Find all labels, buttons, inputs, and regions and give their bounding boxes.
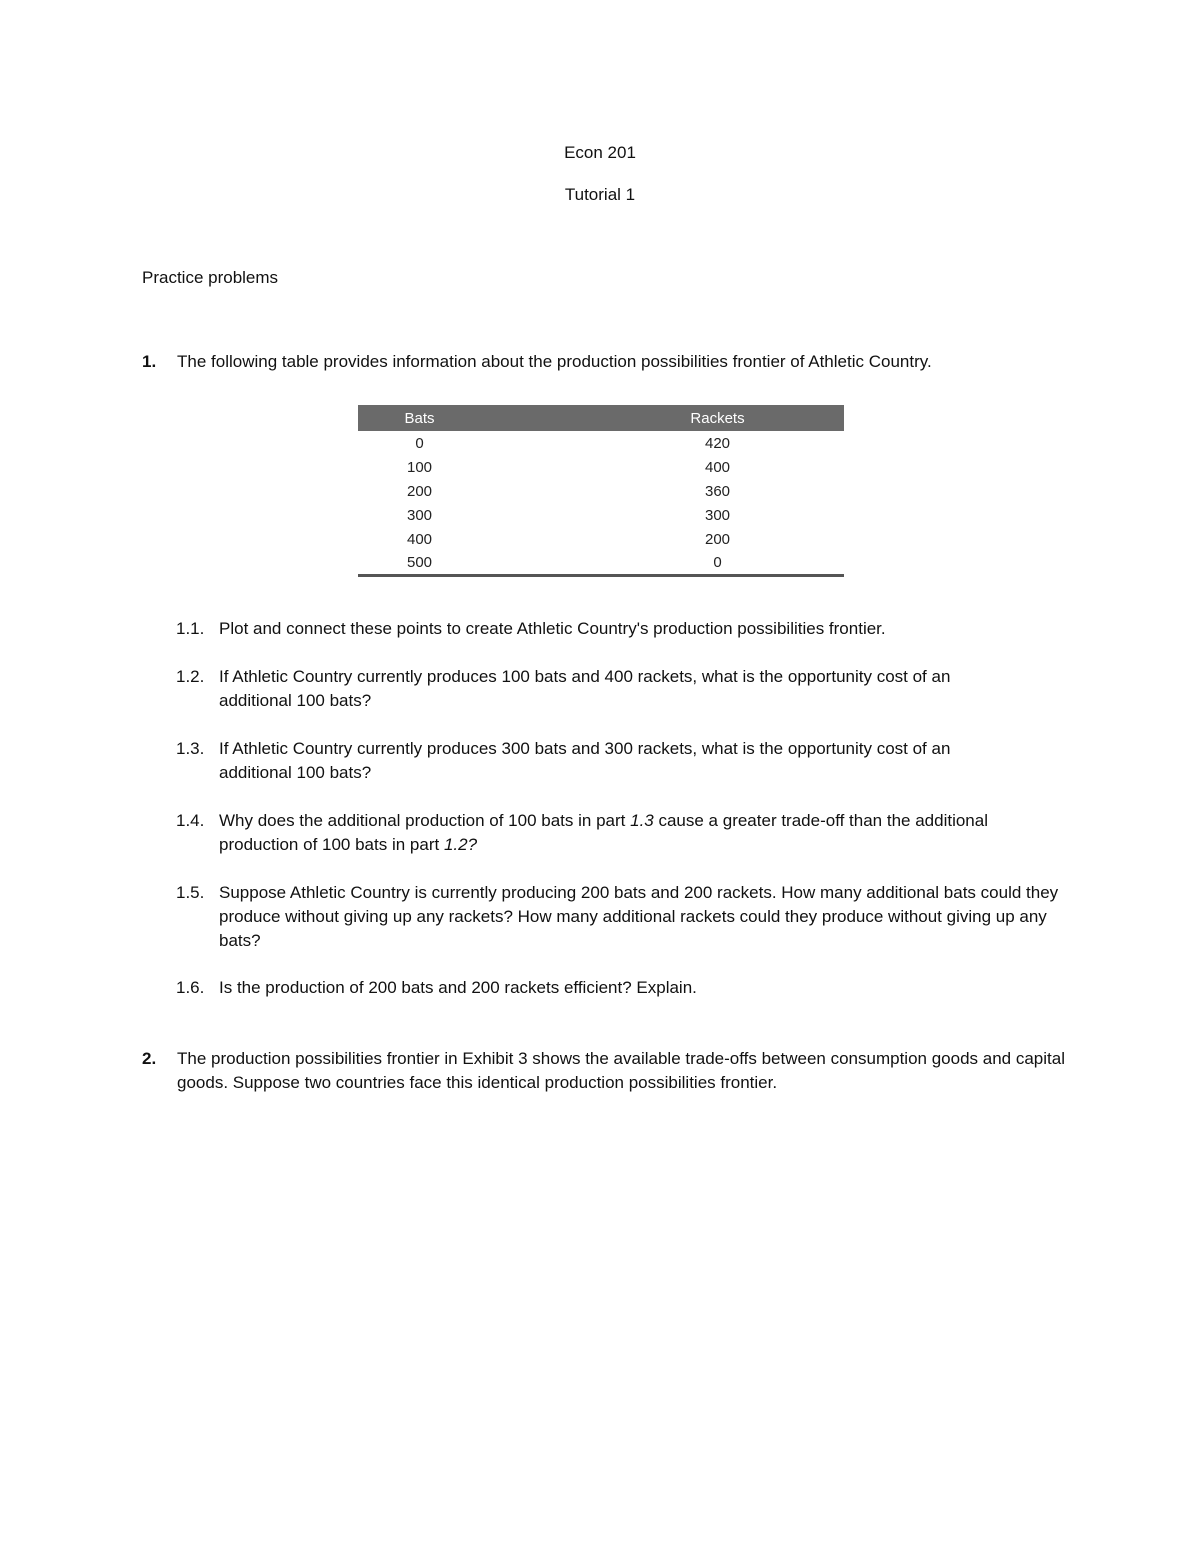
- table-cell-bats: 0: [415, 434, 424, 452]
- table-cell-bats: 500: [358, 551, 601, 575]
- table-cell-rackets: 300: [704, 506, 731, 524]
- subquestion-text: [219, 809, 1059, 857]
- question-1: [142, 350, 932, 374]
- table-row: [358, 455, 844, 479]
- table-row: [358, 527, 844, 551]
- table-row: [358, 503, 844, 527]
- subquestion-1-5: [176, 881, 1059, 953]
- table-cell-bats: 300: [406, 506, 433, 524]
- subquestion-1-1: [176, 617, 1059, 641]
- subquestion-number: 1.1.: [176, 619, 205, 638]
- subquestion-1-6: [176, 976, 1059, 1000]
- subquestion-1-4: [176, 809, 1059, 857]
- subquestion-text-part: Why does the additional production of 100 bats in part: [219, 811, 631, 830]
- table-cell-rackets: 0: [601, 551, 844, 575]
- subquestion-number: 1.3.: [176, 739, 205, 758]
- column-header-rackets: Rackets: [601, 405, 844, 431]
- subquestion-1-2: [176, 665, 1009, 713]
- table-header-row: [358, 405, 844, 431]
- course-title: Econ 201: [564, 143, 636, 162]
- section-heading: Practice problems: [142, 268, 279, 287]
- subquestion-number: 1.6.: [176, 978, 205, 997]
- subquestion-text: Plot and connect these points to create Athletic Country's production possibilities frontier.: [219, 619, 886, 638]
- subquestion-text-part: cause a greater trade-off than the additional production of 100 bats in part: [219, 811, 988, 854]
- table-cell-rackets: 360: [704, 482, 731, 500]
- subquestion-number: 1.4.: [176, 811, 205, 830]
- subquestion-text: Is the production of 200 bats and 200 rackets efficient? Explain.: [219, 978, 697, 997]
- table-row: [358, 479, 844, 503]
- subquestion-text: Suppose Athletic Country is currently producing 200 bats and 200 rackets. How many additional bats could they produce without giving up any rackets? How many additional rackets could they produce without giving up any bats?: [219, 883, 1059, 950]
- question-text: The following table provides information about the production possibilities frontier of Athletic Country.: [177, 352, 932, 371]
- subquestion-1-3: [176, 737, 1009, 785]
- ppf-table: [358, 405, 844, 577]
- question-number: 2.: [142, 1049, 157, 1068]
- subquestion-number: 1.5.: [176, 883, 205, 902]
- table-cell-rackets: 200: [704, 530, 731, 548]
- subquestion-text: If Athletic Country currently produces 300 bats and 300 rackets, what is the opportunity cost of an additional 100 bats?: [219, 739, 951, 782]
- table-row: [358, 551, 844, 575]
- part-reference: 1.3: [630, 811, 654, 830]
- table-cell-rackets: 420: [704, 434, 731, 452]
- question-2: [142, 1047, 1067, 1095]
- tutorial-title: Tutorial 1: [564, 185, 636, 204]
- table-cell-bats: 100: [406, 458, 433, 476]
- table-row: [358, 431, 844, 455]
- question-text: The production possibilities frontier in Exhibit 3 shows the available trade-offs between consumption goods and capital goods. Suppose two countries face this identical production possibilities frontier.: [177, 1049, 1065, 1092]
- table-cell-bats: 400: [406, 530, 433, 548]
- part-reference: 1.2?: [443, 835, 478, 854]
- subquestion-number: 1.2.: [176, 667, 205, 686]
- question-number: 1.: [142, 352, 157, 371]
- subquestion-text: If Athletic Country currently produces 100 bats and 400 rackets, what is the opportunity cost of an additional 100 bats?: [219, 667, 951, 710]
- column-header-bats: Bats: [358, 405, 601, 431]
- table-cell-rackets: 400: [704, 458, 731, 476]
- table-cell-bats: 200: [406, 482, 433, 500]
